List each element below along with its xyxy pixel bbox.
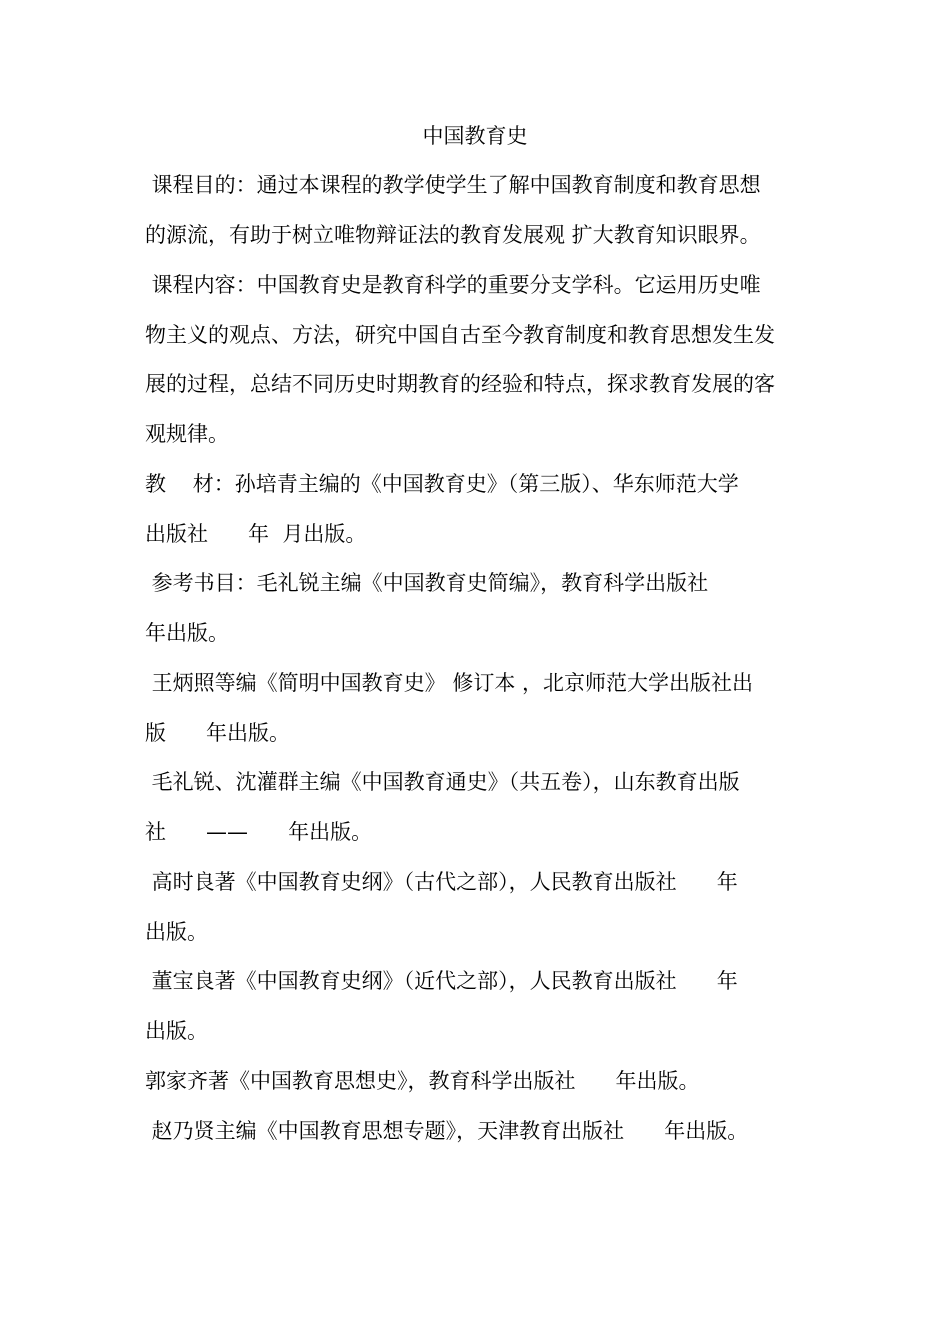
- text-line: 出版社 年 月出版。: [145, 522, 367, 546]
- text-line: 展的过程，总结不同历史时期教育的经验和特点，探求教育发展的客: [145, 372, 775, 396]
- text-line: 课程内容：中国教育史是教育科学的重要分支学科。它运用历史唯: [145, 273, 761, 297]
- text-line: 董宝良著《中国教育史纲》（近代之部），人民教育出版社 年: [145, 969, 738, 993]
- text-line: 年出版。: [145, 621, 229, 645]
- text-line: 高时良著《中国教育史纲》（古代之部），人民教育出版社 年: [145, 870, 738, 894]
- text-line: 毛礼锐、沈灌群主编《中国教育通史》（共五卷），山东教育出版: [145, 770, 740, 794]
- text-line: 王炳照等编《简明中国教育史》 修订本 ，北京师范大学出版社出: [145, 671, 754, 695]
- text-line: 出版。: [145, 1019, 208, 1043]
- document-title: 中国教育史: [422, 124, 528, 148]
- text-line: 观规律。: [145, 422, 229, 446]
- text-line: 课程目的：通过本课程的教学使学生了解中国教育制度和教育思想: [145, 173, 761, 197]
- text-line: 赵乃贤主编《中国教育思想专题》，天津教育出版社 年出版。: [145, 1119, 749, 1143]
- text-line: 参考书目：毛礼锐主编《中国教育史简编》，教育科学出版社: [145, 571, 709, 595]
- text-line: 物主义的观点、方法，研究中国自古至今教育制度和教育思想发生发: [145, 323, 775, 347]
- text-line: 郭家齐著《中国教育思想史》，教育科学出版社 年出版。: [145, 1069, 700, 1093]
- text-line: 教 材：孙培青主编的《中国教育史》（第三版）、华东师范大学: [145, 472, 739, 496]
- text-line: 出版。: [145, 920, 208, 944]
- text-line: 的源流，有助于树立唯物辩证法的教育发展观 扩大教育知识眼界。: [145, 223, 761, 247]
- text-line: 版 年出版。: [145, 721, 291, 745]
- text-line: 社 —— 年出版。: [145, 820, 373, 844]
